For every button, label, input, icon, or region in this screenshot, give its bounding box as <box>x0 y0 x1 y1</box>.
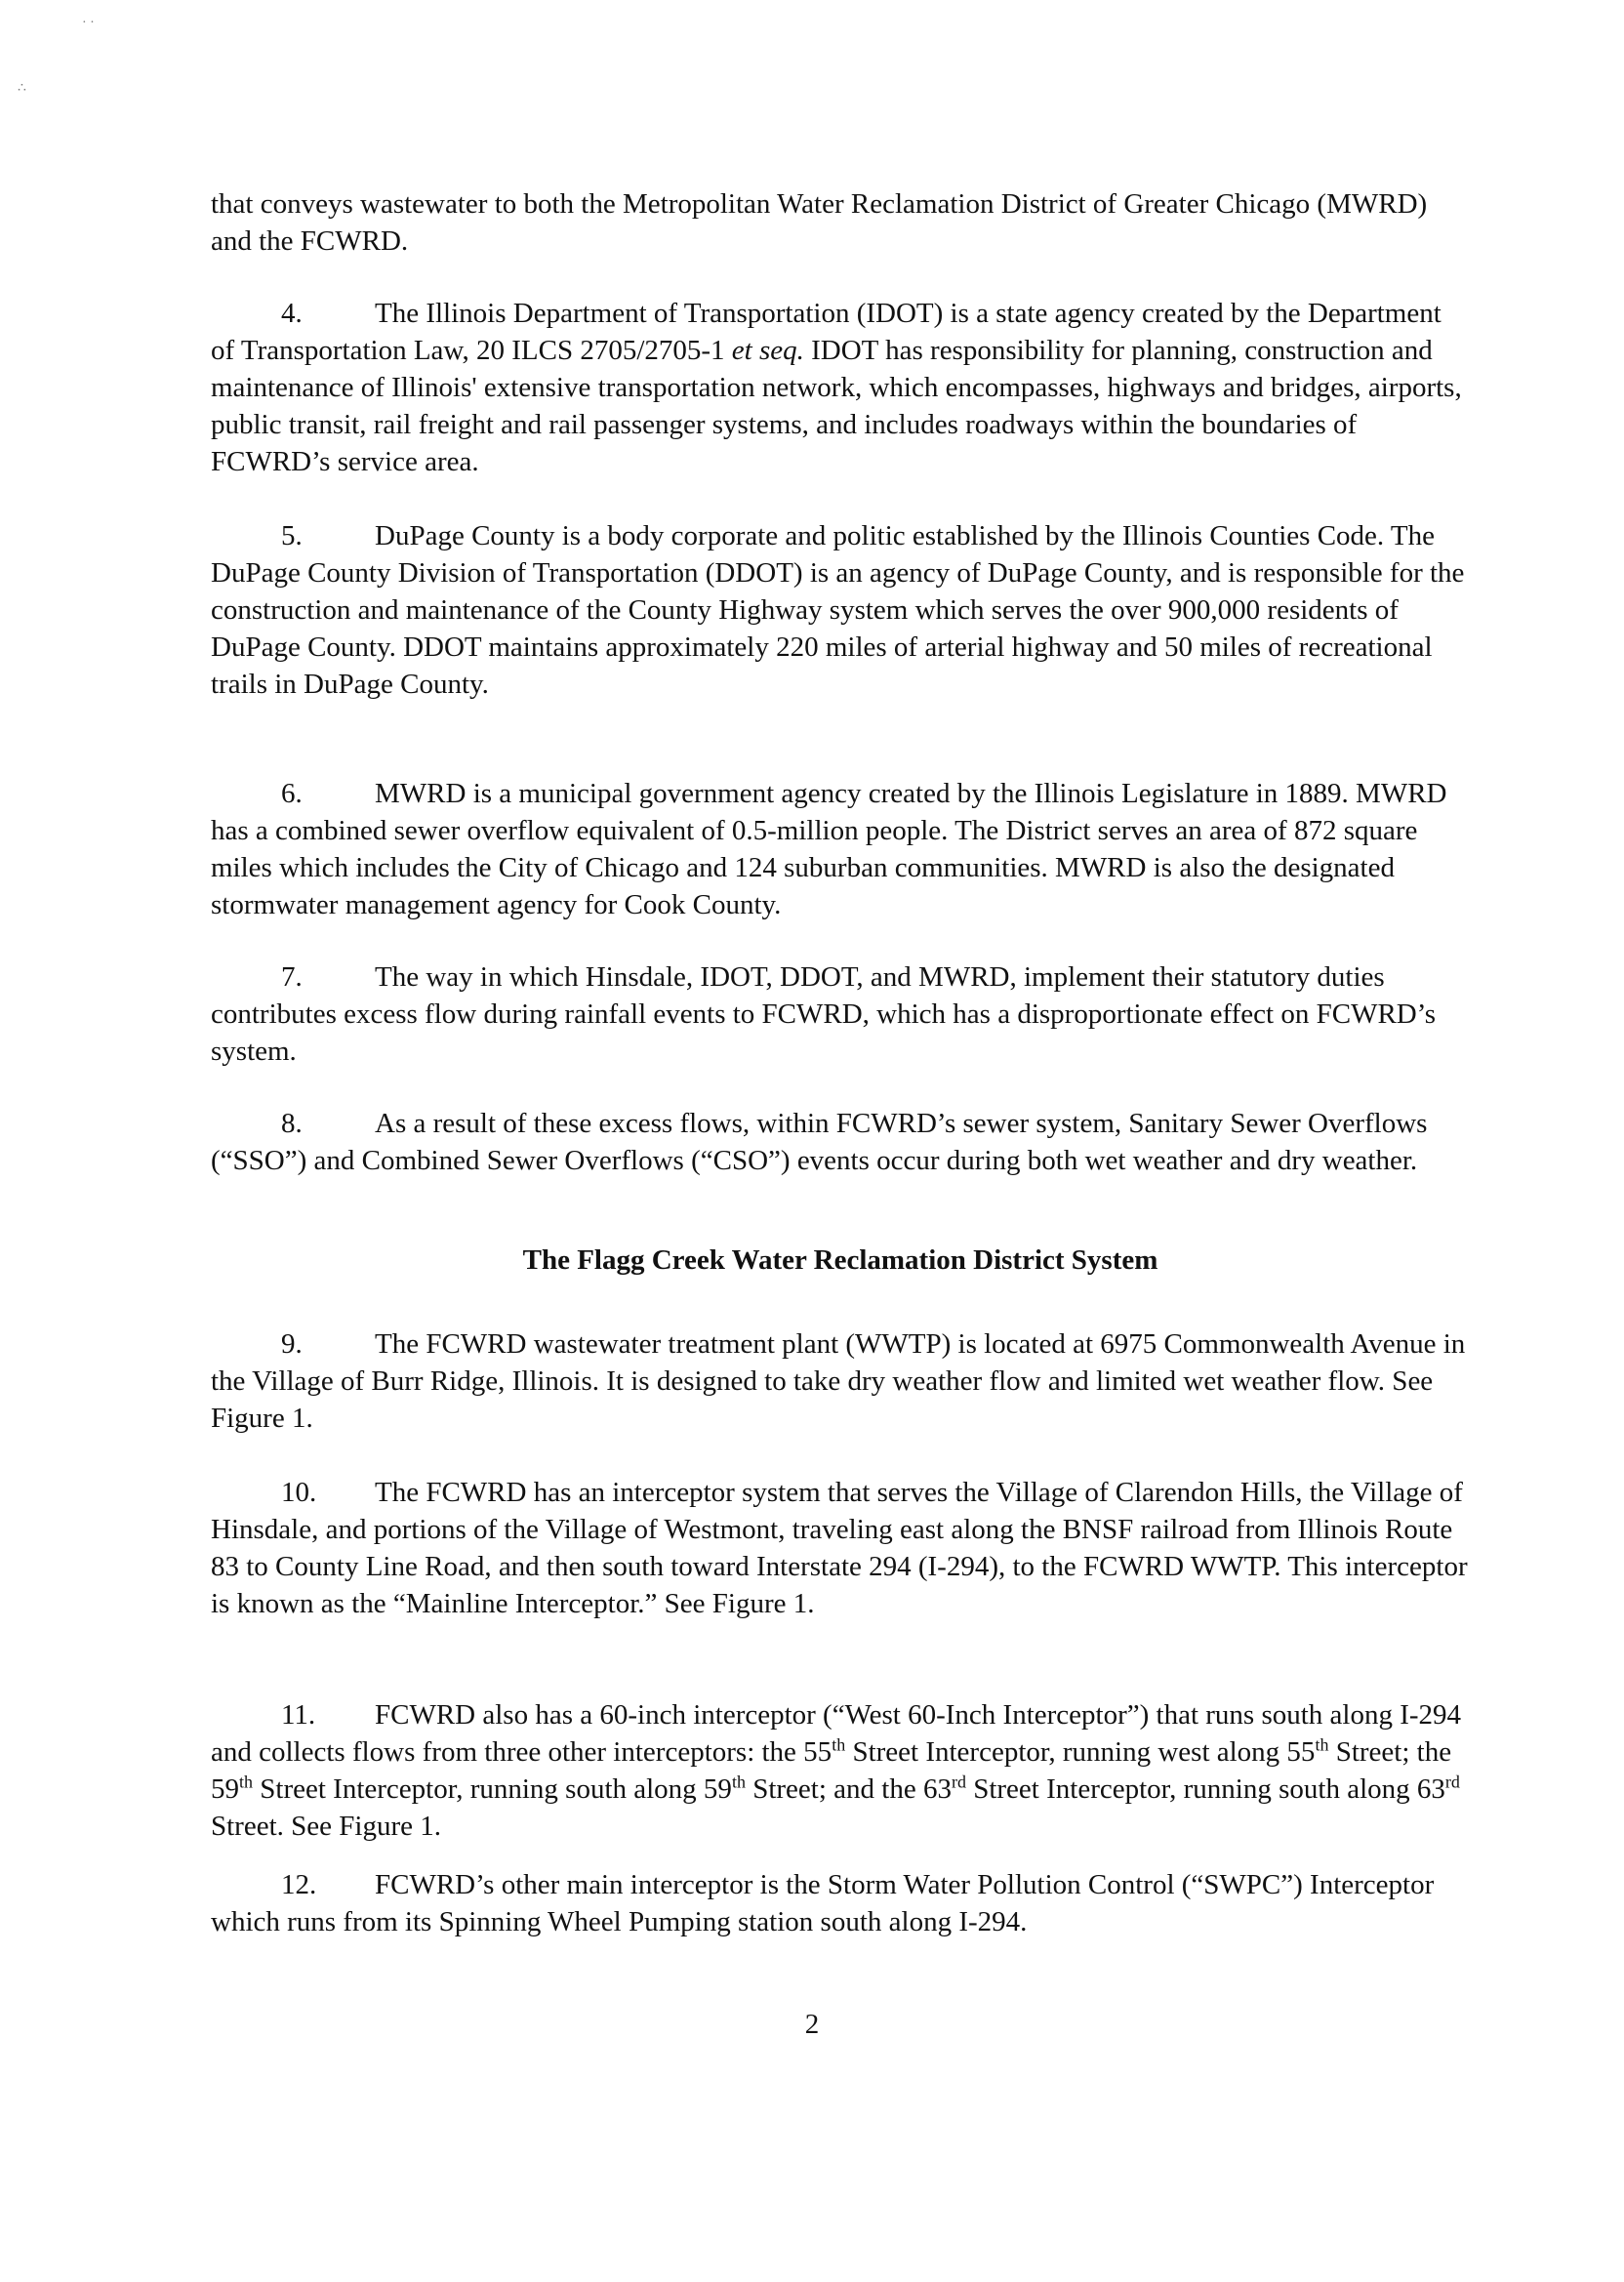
paragraph-text: Street Interceptor, running south along 63 <box>965 1773 1445 1805</box>
paragraph-4 <box>211 295 1470 480</box>
superscript: th <box>832 1734 846 1755</box>
paragraph-text: Street Interceptor, running west along 55 <box>845 1736 1316 1768</box>
paragraph-5 <box>211 517 1470 703</box>
paragraph-text: FCWRD’s other main interceptor is the Storm Water Pollution Control (“SWPC”) Interceptor which runs from its Spinning Wheel Pumping station south along I-294. <box>211 1869 1435 1937</box>
paragraph-number: 11. <box>281 1699 316 1731</box>
paragraph-7 <box>211 958 1470 1070</box>
paragraph-text: The Illinois Department of Transportation (IDOT) is a state agency created by the Department of Transportation Law, 20 ILCS 2705/2705-1 <box>211 298 1441 366</box>
paragraph-8 <box>211 1105 1470 1179</box>
paragraph-text: The FCWRD wastewater treatment plant (WWTP) is located at 6975 Commonwealth Avenue in the Village of Burr Ridge, Illinois. It is designed to take dry weather flow and limited wet weather flow. See Figure 1. <box>211 1328 1466 1434</box>
scan-speck: ∴ <box>18 81 26 96</box>
superscript: th <box>731 1772 746 1792</box>
paragraph-number: 10. <box>281 1477 317 1508</box>
paragraph-text: FCWRD also has a 60-inch interceptor (“West 60-Inch Interceptor”) that runs south along I-294 and collects flows from three other interceptors: the 55 <box>211 1699 1462 1768</box>
paragraph-text: Street; and the 63 <box>745 1773 952 1805</box>
paragraph-number: 8. <box>281 1108 303 1139</box>
paragraph-number: 6. <box>281 778 303 809</box>
paragraph-number: 7. <box>281 961 303 993</box>
paragraph-11 <box>211 1696 1470 1845</box>
page-number: 2 <box>804 2009 820 2040</box>
paragraph-text: IDOT has responsibility for planning, construction and maintenance of Illinois' extensive transportation network, which encompasses, highways and bridges, airports, public transit, rail freight and rail passenger systems, and includes roadways within the boundaries of FCWRD’s service area. <box>211 335 1462 477</box>
section-heading: The Flagg Creek Water Reclamation District System <box>522 1244 1158 1276</box>
paragraph-number: 4. <box>281 298 303 329</box>
paragraph-number: 12. <box>281 1869 317 1900</box>
paragraph-text: DuPage County is a body corporate and politic established by the Illinois Counties Code. The DuPage County Division of Transportation (DDOT) is an agency of DuPage County, and is responsible for the construction and maintenance of the County Highway system which serves the over 900,000 residents of DuPage County. DDOT maintains approximately 220 miles of arterial highway and 50 miles of recreational trails in DuPage County. <box>211 520 1465 700</box>
superscript: rd <box>1444 1772 1460 1792</box>
superscript: th <box>239 1772 254 1792</box>
paragraph-text: Street Interceptor, running south along 59 <box>253 1773 732 1805</box>
scan-speck: · · <box>82 16 95 30</box>
paragraph-text: The FCWRD has an interceptor system that serves the Village of Clarendon Hills, the Village of Hinsdale, and portions of the Village of Westmont, traveling east along the BNSF railroad from Illinois Route 83 to County Line Road, and then south toward Interstate 294 (I-294), to the FCWRD WWTP. This interceptor is known as the “Mainline Interceptor.” See Figure 1. <box>211 1477 1468 1619</box>
paragraph-10 <box>211 1474 1470 1622</box>
paragraph-continuation: that conveys wastewater to both the Metropolitan Water Reclamation District of Greater Chicago (MWRD) and the FCWRD. <box>211 188 1428 257</box>
paragraph-number: 5. <box>281 520 303 551</box>
superscript: th <box>1315 1734 1329 1755</box>
paragraph-text: As a result of these excess flows, within FCWRD’s sewer system, Sanitary Sewer Overflows (“SSO”) and Combined Sewer Overflows (“CSO”) events occur during both wet weather and dry weather. <box>211 1108 1428 1176</box>
superscript: rd <box>951 1772 966 1792</box>
paragraph-9 <box>211 1325 1470 1437</box>
paragraph-number: 9. <box>281 1328 303 1360</box>
paragraph-6 <box>211 775 1470 923</box>
paragraph-text: Street. See Figure 1. <box>211 1811 441 1842</box>
paragraph-text: Street; the 59 <box>211 1736 1452 1805</box>
paragraph-text: The way in which Hinsdale, IDOT, DDOT, and MWRD, implement their statutory duties contributes excess flow during rainfall events to FCWRD, which has a disproportionate effect on FCWRD’s system. <box>211 961 1437 1067</box>
paragraph-italic: et seq. <box>731 335 804 366</box>
paragraph-text: MWRD is a municipal government agency created by the Illinois Legislature in 1889. MWRD has a combined sewer overflow equivalent of 0.5-million people. The District serves an area of 872 square miles which includes the City of Chicago and 124 suburban communities. MWRD is also the designated stormwater management agency for Cook County. <box>211 778 1447 920</box>
paragraph-12 <box>211 1866 1470 1940</box>
